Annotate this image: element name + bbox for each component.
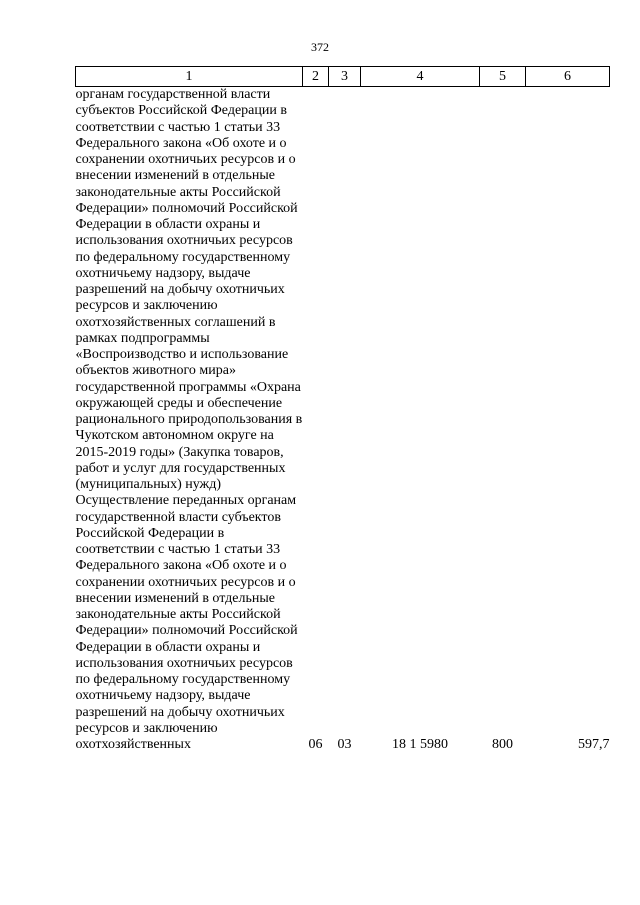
column-header-5: 5 <box>480 67 526 87</box>
subsection-code: 03 <box>337 737 352 752</box>
description-new-item: Осуществление переданных органам государственной власти субъектов Российской Федерации в соответствии с частью 1 статьи 33 Федерального закона «Об охоте и о сохранении охотничьих ресурсов и о внесении изменений в отдельные законодательные акты Российской Федерации» полномочий Российской Федерации в области охраны и использования охотничьих ресурсов по федеральному государственному охотничьему надзору, выдаче разрешений на добычу охотничьих ресурсов и заключению охотхозяйственных <box>75 493 298 752</box>
section-code: 06 <box>308 737 323 752</box>
budget-table <box>75 66 610 753</box>
column-header-1: 1 <box>76 67 303 87</box>
column-header-3: 3 <box>329 67 361 87</box>
description-continued: органам государственной власти субъектов Российской Федерации в соответствии с частью 1 статьи 33 Федерального закона «Об охоте и о сохранении охотничьих ресурсов и о внесении изменений в отдельные законодательные акты Российской Федерации» полномочий Российской Федерации в области охраны и использования охотничьих ресурсов по федеральному государственному охотничьему надзору, выдаче разрешений на добычу охотничьих ресурсов и заключению охотхозяйственных соглашений в рамках подпрограммы «Воспроизводство и использование объектов животного мира» государственной программы «Охрана окружающей среды и обеспечение рационального природопользования в Чукотском автономном округе на 2015-2019 годы» (Закупка товаров, работ и услуг для государственных (муниципальных) нужд) <box>75 87 303 492</box>
column-header-4: 4 <box>361 67 480 87</box>
column-header-2: 2 <box>303 67 329 87</box>
row-description <box>76 87 303 754</box>
table-row <box>76 87 610 754</box>
column-number-row <box>76 67 610 87</box>
target-article-code: 18 1 5980 <box>392 737 448 752</box>
expense-type-code: 800 <box>492 737 513 752</box>
column-header-6: 6 <box>526 67 610 87</box>
amount-value: 597,7 <box>578 737 610 752</box>
page-number: 372 <box>311 40 329 54</box>
